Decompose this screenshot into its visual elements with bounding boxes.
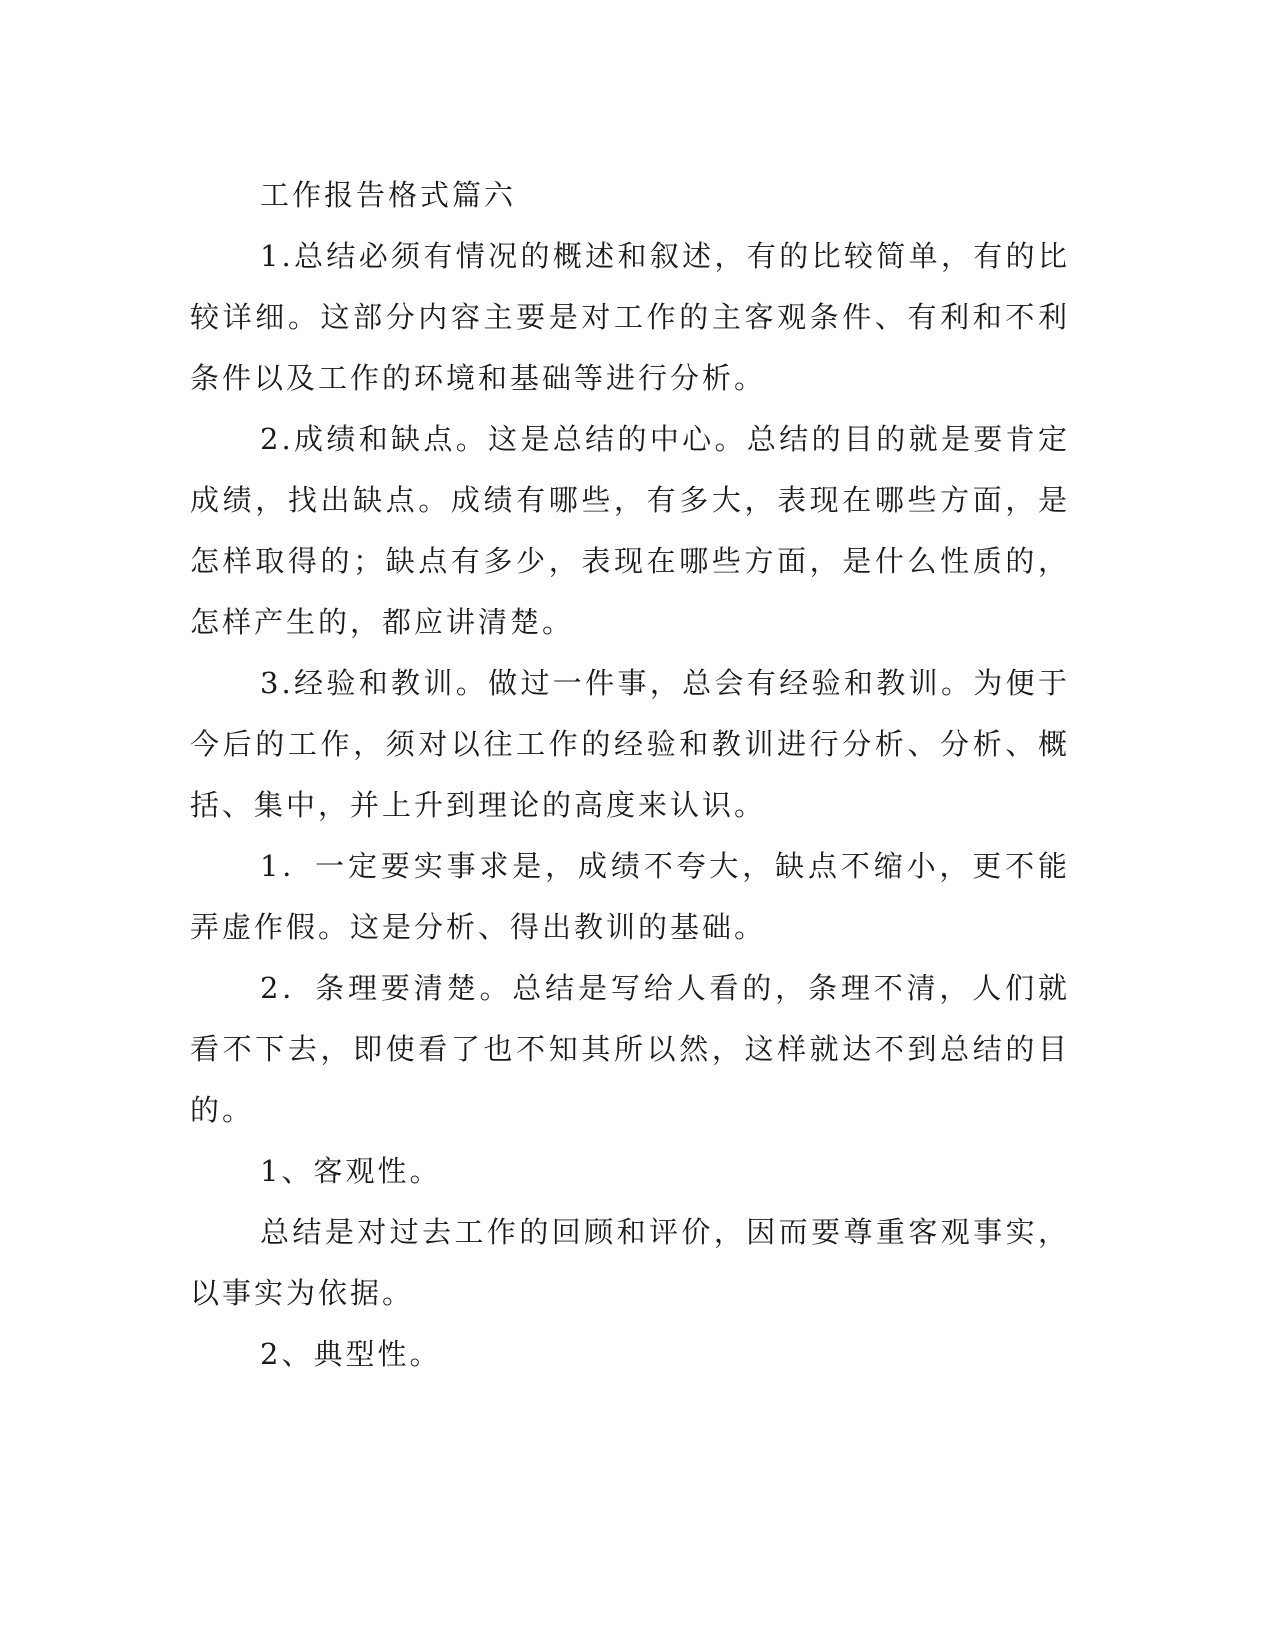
paragraph-2: 2.成绩和缺点。这是总结的中心。总结的目的就是要肯定成绩，找出缺点。成绩有哪些，有多大，表现在哪些方面，是怎样取得的；缺点有多少，表现在哪些方面，是什么性质的，怎样产生的，都应讲清楚。 bbox=[190, 422, 1070, 639]
paragraph-4: 1．一定要实事求是，成绩不夸大，缺点不缩小，更不能弄虚作假。这是分析、得出教训的基础。 bbox=[190, 849, 1070, 944]
paragraph-7: 总结是对过去工作的回顾和评价，因而要尊重客观事实，以事实为依据。 bbox=[190, 1215, 1070, 1310]
paragraph-5: 2．条理要清楚。总结是写给人看的，条理不清，人们就看不下去，即使看了也不知其所以然，这样就达不到总结的目的。 bbox=[190, 971, 1070, 1127]
paragraph-8: 2、典型性。 bbox=[260, 1337, 442, 1371]
paragraph-6: 1、客观性。 bbox=[260, 1154, 442, 1188]
paragraph-1: 1.总结必须有情况的概述和叙述，有的比较简单，有的比较详细。这部分内容主要是对工作的主客观条件、有利和不利条件以及工作的环境和基础等进行分析。 bbox=[190, 239, 1070, 395]
paragraph-3: 3.经验和教训。做过一件事，总会有经验和教训。为便于今后的工作，须对以往工作的经验和教训进行分析、分析、概括、集中，并上升到理论的高度来认识。 bbox=[190, 666, 1070, 822]
document-body bbox=[190, 165, 1070, 1385]
document-heading: 工作报告格式篇六 bbox=[260, 178, 517, 212]
